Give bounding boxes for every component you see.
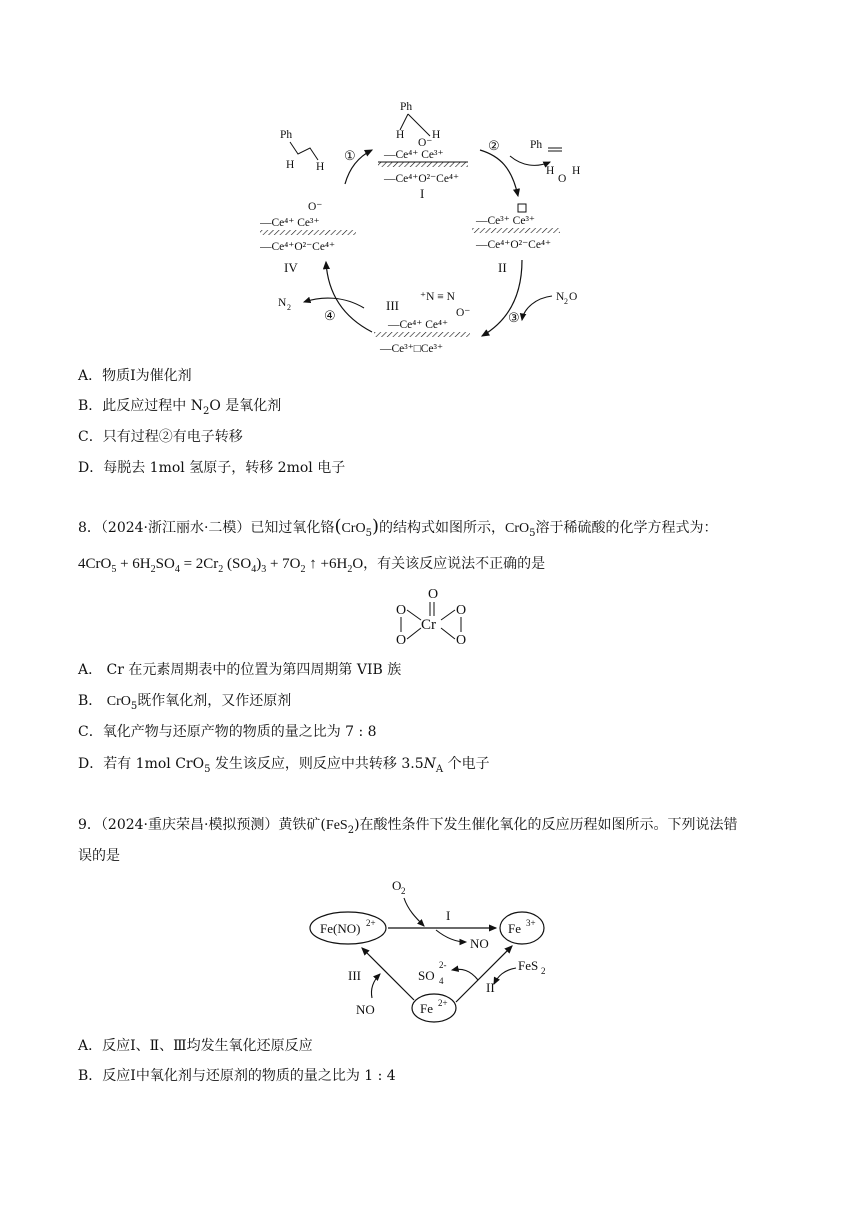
q8-option-a: A． Cr 在元素周期表中的位置为第四周期第 VIB 族 bbox=[78, 662, 402, 678]
cro5-structure bbox=[388, 584, 478, 650]
h-label-2: H bbox=[432, 129, 441, 141]
o-top: O bbox=[428, 587, 439, 602]
ph-label: Ph bbox=[400, 101, 413, 113]
step-1-label: ① bbox=[344, 148, 356, 163]
so4-label: SO bbox=[418, 968, 435, 983]
q8-stem-line-1: 8．（2024·浙江丽水·二模）已知过氧化铬(CrO$_5$)的结构式如图所示，CrO$_5$溶于稀硫酸的化学方程式为： bbox=[78, 516, 718, 539]
q7-option-b: B．此反应过程中 $N_2O$ 是氧化剂 bbox=[78, 398, 282, 417]
q9-option-a: A．反应Ⅰ、Ⅱ、Ⅲ均发生氧化还原反应 bbox=[78, 1038, 313, 1054]
o-upper-left: O bbox=[396, 603, 407, 618]
nn-bond-label: ⁺N ≡ N bbox=[420, 291, 455, 303]
n2o-sub: 2 bbox=[564, 297, 568, 306]
fes2-label: FeS bbox=[518, 958, 539, 973]
fe2-charge: 2+ bbox=[438, 998, 448, 1008]
styrene-label: Ph bbox=[530, 139, 543, 151]
o-minus-label: O⁻ bbox=[418, 137, 433, 149]
step-I-label: I bbox=[446, 908, 451, 923]
fe2-node: Fe bbox=[420, 1001, 433, 1016]
o2-label: O bbox=[392, 878, 402, 893]
q8-option-c: C．氧化产物与还原产物的物质的量之比为 7 : 8 bbox=[78, 724, 377, 740]
surface-II-bottom: —Ce⁴⁺O²⁻Ce⁴⁺ bbox=[476, 239, 552, 251]
no-out-label: NO bbox=[470, 936, 489, 951]
o2-sub: 2 bbox=[401, 886, 406, 896]
label-IV: IV bbox=[284, 260, 298, 275]
so4-sub: 4 bbox=[439, 976, 444, 986]
o-upper-right: O bbox=[456, 603, 467, 618]
fes2-sub: 2 bbox=[541, 966, 546, 976]
cr-atom: Cr bbox=[421, 617, 436, 633]
q9-option-b: B．反应Ⅰ中氧化剂与还原剂的物质的量之比为 1 : 4 bbox=[78, 1068, 396, 1084]
label-I: I bbox=[420, 186, 425, 201]
n2-sub: 2 bbox=[287, 303, 291, 312]
surface-I-top: —Ce⁴⁺ Ce³⁺ bbox=[384, 149, 444, 161]
n2-n: N bbox=[278, 297, 287, 309]
fe3-node: Fe bbox=[508, 921, 521, 936]
no-in-label: NO bbox=[356, 1002, 375, 1017]
q7-option-d: D．每脱去 1mol 氢原子，转移 2mol 电子 bbox=[78, 460, 346, 476]
q8-equation: $4CrO_5 + 6H_2SO_4 = 2Cr_2$ $(SO_4)_3 + 7O_2$ ↑ $+6H_2O$ bbox=[78, 556, 364, 575]
surface-IV-bottom: —Ce⁴⁺O²⁻Ce⁴⁺ bbox=[260, 241, 336, 253]
reactant-ph-label: Ph bbox=[280, 129, 293, 141]
h-label: H bbox=[396, 129, 405, 141]
o-lower-right: O bbox=[456, 633, 467, 648]
q9-stem-line-1: 9．（2024·重庆荣昌·模拟预测）黄铁矿(FeS$_2$)在酸性条件下发生催化氧化的反应历程如图所示。下列说法错 bbox=[78, 817, 738, 836]
q8-option-b: B． CrO$_5$既作氧化剂，又作还原剂 bbox=[78, 693, 292, 712]
n2o-o: O bbox=[569, 291, 578, 303]
step-4-label: ④ bbox=[324, 308, 336, 323]
q7-option-c: C．只有过程②有电子转移 bbox=[78, 429, 243, 445]
q7-option-a: A．物质Ⅰ为催化剂 bbox=[78, 368, 192, 384]
pyrite-oxidation-diagram bbox=[300, 876, 560, 1026]
fe3-charge: 3+ bbox=[526, 918, 536, 928]
o-minus-IV: O⁻ bbox=[308, 201, 323, 213]
surface-IV-top: —Ce⁴⁺ Ce³⁺ bbox=[260, 217, 320, 229]
water-h: H bbox=[546, 165, 555, 177]
fe-no-node: Fe(NO) bbox=[320, 921, 361, 936]
o-lower-left: O bbox=[396, 633, 407, 648]
step-2-label: ② bbox=[488, 138, 500, 153]
surface-II-top: —Ce³⁺ Ce³⁺ bbox=[476, 215, 535, 227]
reactant-h-label: H bbox=[286, 159, 295, 171]
fe-no-charge: 2+ bbox=[366, 918, 376, 928]
q9-stem-line-2: 误的是 bbox=[78, 848, 120, 864]
label-III: III bbox=[386, 298, 399, 313]
o-minus-III: O⁻ bbox=[456, 307, 471, 319]
q8-equation-line: $4CrO_5 + 6H_2SO_4 = 2Cr_2$ $(SO_4)_3 + 7O_2$ ↑ $+6H_2O$，有关该反应说法不正确的是 bbox=[78, 556, 546, 575]
ceria-cycle-diagram bbox=[260, 96, 600, 366]
step-III-label: III bbox=[348, 968, 361, 983]
water-h-2: H bbox=[572, 165, 581, 177]
step-II-label: II bbox=[486, 980, 495, 995]
step-3-label: ③ bbox=[508, 310, 520, 325]
surface-III-bottom: —Ce³⁺□Ce³⁺ bbox=[380, 343, 444, 355]
surface-III-top: —Ce⁴⁺ Ce⁴⁺ bbox=[388, 319, 449, 331]
so4-charge: 2- bbox=[439, 960, 447, 970]
reactant-h-label-2: H bbox=[316, 161, 325, 173]
label-II: II bbox=[498, 260, 507, 275]
n2o-n: N bbox=[556, 291, 565, 303]
water-o: O bbox=[558, 173, 567, 185]
q8-option-d: D．若有 1mol CrO$_5$ 发生该反应，则反应中共转移 $3.5N_A$ 个电子 bbox=[78, 756, 490, 775]
surface-I-bottom: —Ce⁴⁺O²⁻Ce⁴⁺ bbox=[384, 173, 460, 185]
